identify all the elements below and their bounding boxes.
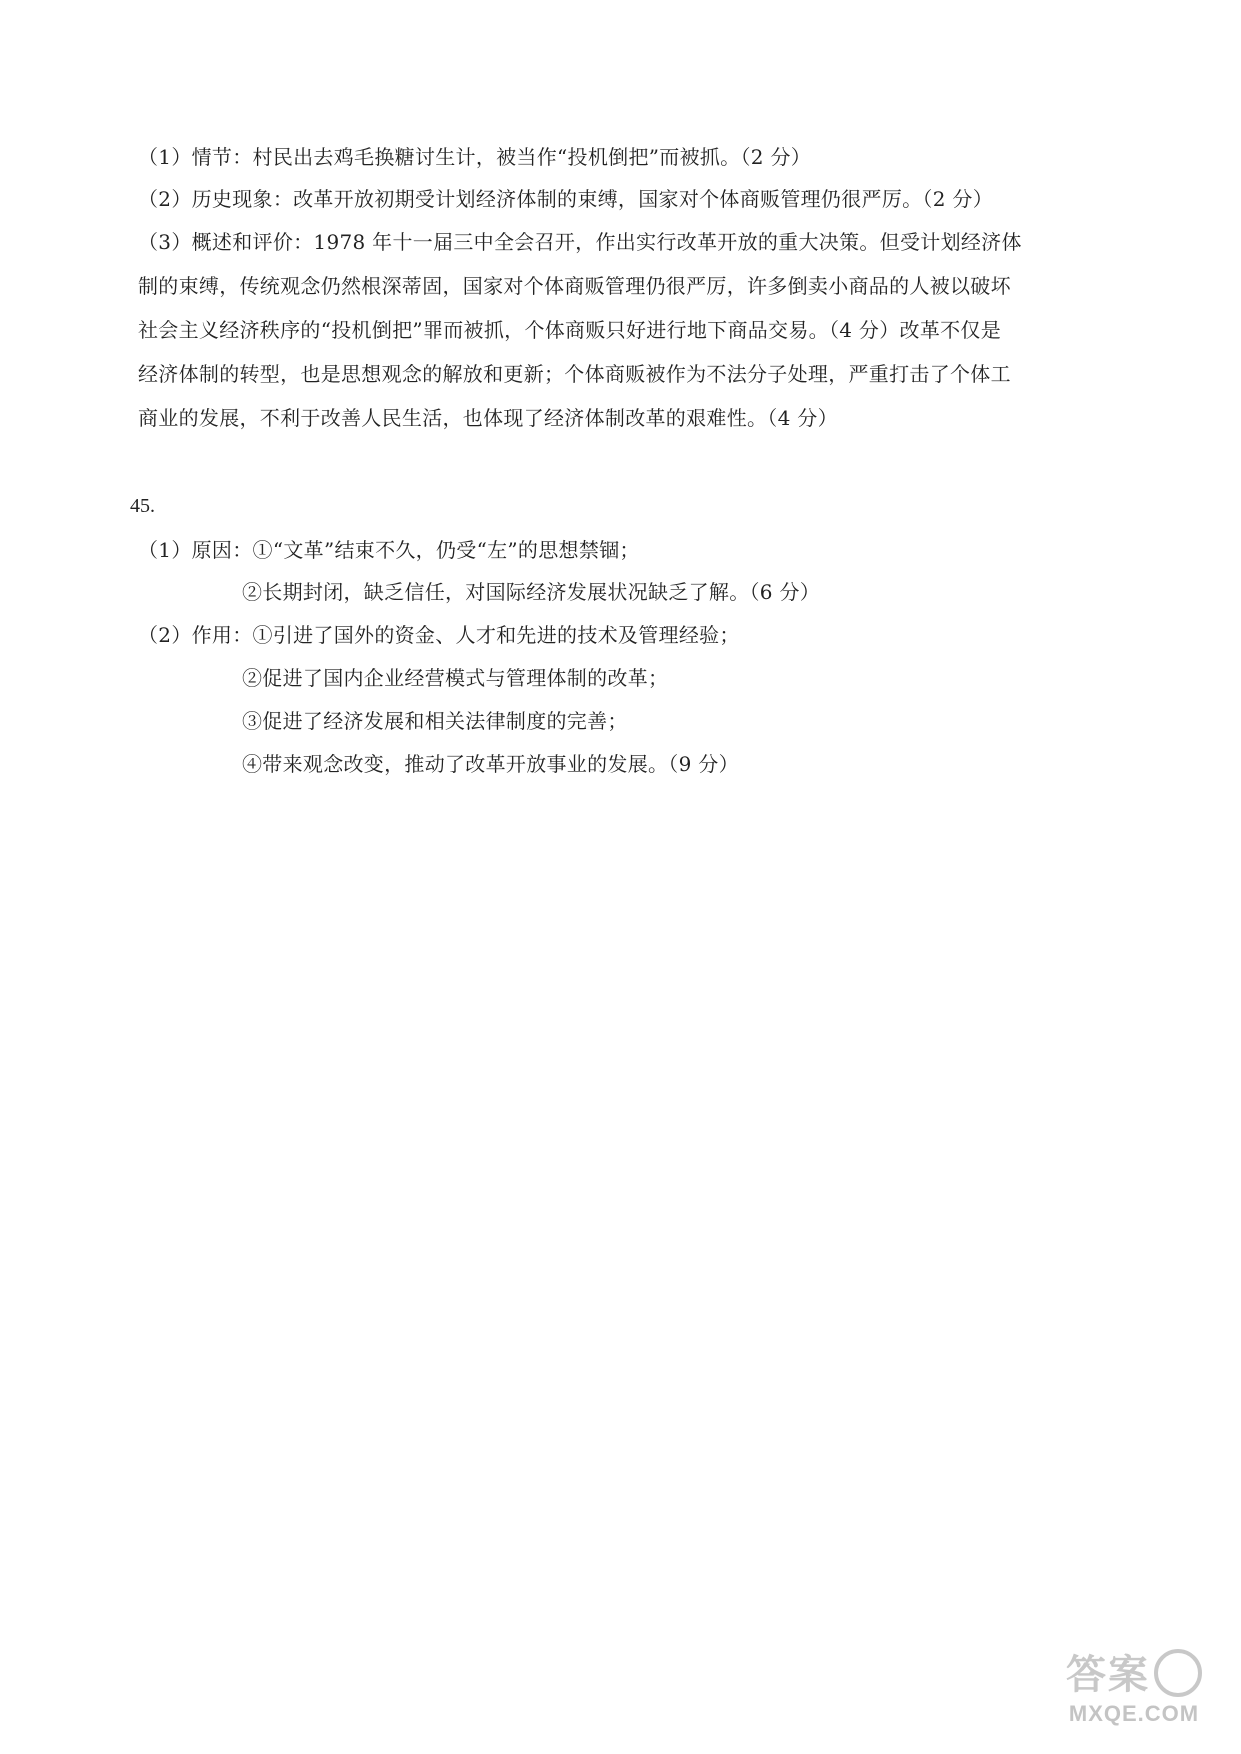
q44-part3-line1: （3）概述和评价：1978 年十一届三中全会召开，作出实行改革开放的重大决策。但受计划经济体 (138, 230, 1022, 254)
q45-part1-line1: （1）原因：①“文革”结束不久，仍受“左”的思想禁锢； (138, 538, 640, 562)
q44-part3-line2: 制的束缚，传统观念仍然根深蒂固，国家对个体商贩管理仍很严厉，许多倒卖小商品的人被以破坏 (138, 274, 1011, 298)
q44-part1: （1）情节：村民出去鸡毛换糖讨生计，被当作“投机倒把”而被抓。（2 分） (138, 145, 812, 169)
q44-part3-line4: 经济体制的转型，也是思想观念的解放和更新；个体商贩被作为不法分子处理，严重打击了个体工 (138, 362, 1011, 386)
q45-number: 45. (130, 495, 155, 517)
q45-part2-line3: ③促进了经济发展和相关法律制度的完善； (242, 709, 628, 733)
watermark-url: MXQE.COM (1068, 1701, 1200, 1727)
watermark-logo-text: 答案 (1066, 1653, 1150, 1697)
watermark-logo (1049, 1650, 1219, 1701)
watermark-circle-icon (1154, 1649, 1202, 1697)
site-watermark (1049, 1650, 1219, 1740)
q44-part3-line5: 商业的发展，不利于改善人民生活，也体现了经济体制改革的艰难性。（4 分） (138, 406, 838, 430)
q44-part2: （2）历史现象：改革开放初期受计划经济体制的束缚，国家对个体商贩管理仍很严厉。（2 分） (138, 187, 994, 211)
q45-part2-line4: ④带来观念改变，推动了改革开放事业的发展。（9 分） (242, 752, 739, 776)
q44-part3-line3: 社会主义经济秩序的“投机倒把”罪而被抓，个体商贩只好进行地下商品交易。（4 分）改革不仅是 (138, 318, 1002, 342)
q45-part2-line2: ②促进了国内企业经营模式与管理体制的改革； (242, 666, 669, 690)
q45-part1-line2: ②长期封闭，缺乏信任，对国际经济发展状况缺乏了解。（6 分） (242, 580, 821, 604)
q45-part2-line1: （2）作用：①引进了国外的资金、人才和先进的技术及管理经验； (138, 623, 740, 647)
